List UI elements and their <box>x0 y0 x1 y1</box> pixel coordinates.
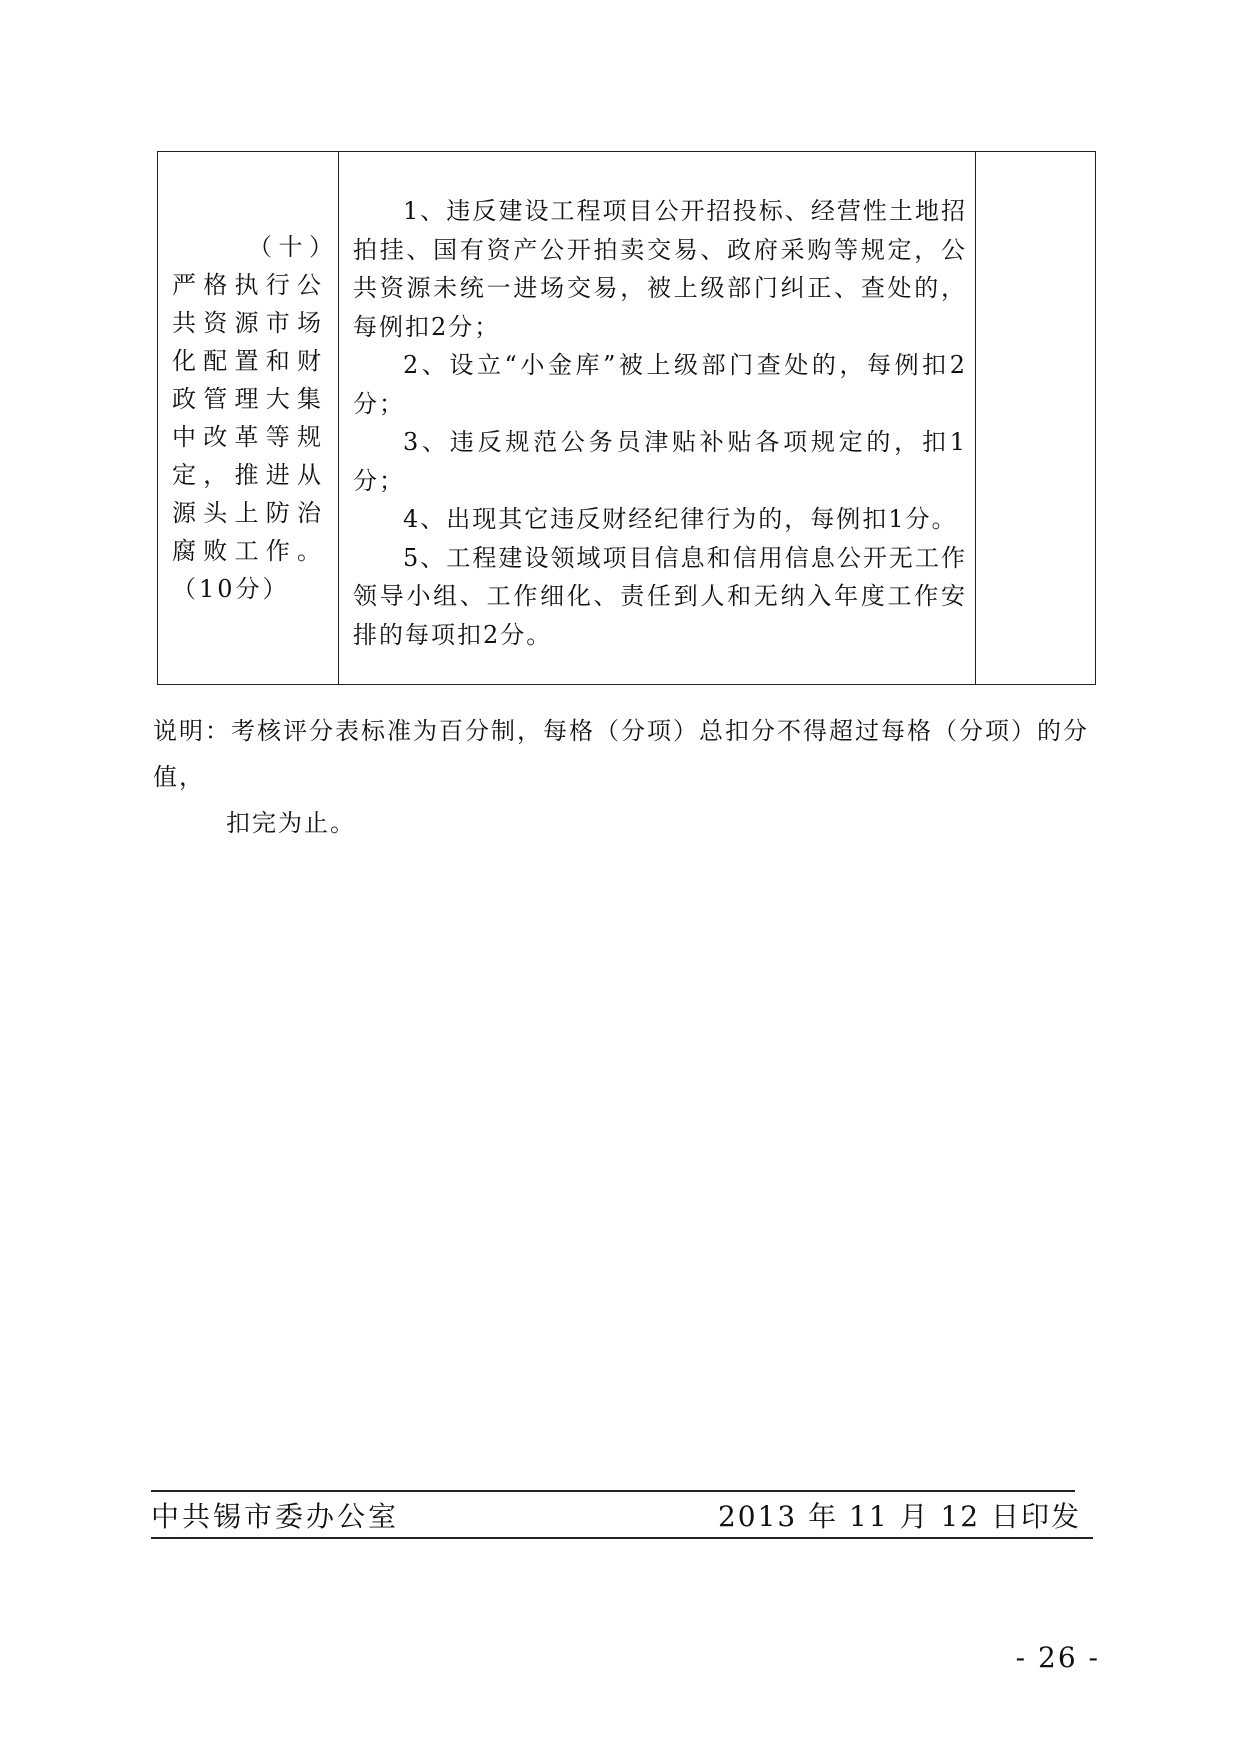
explanatory-note <box>153 708 1101 846</box>
publication-line <box>151 1497 1093 1539</box>
rules-cell <box>339 152 976 685</box>
note-line-1: 说明：考核评分表标准为百分制，每格（分项）总扣分不得超过每格（分项）的分值， <box>153 717 1089 791</box>
note-line-2: 扣完为止。 <box>226 809 356 837</box>
footer-top-rule <box>151 1490 1075 1492</box>
table-row <box>158 152 1096 685</box>
rule-item-4: 4、出现其它违反财经纪律行为的，每例扣1分。 <box>403 505 958 533</box>
category-cell <box>158 152 339 685</box>
rule-item-5: 5、工程建设领域项目信息和信用信息公开无工作领导小组、工作细化、责任到人和无纳入年度工作安排的每项扣2分。 <box>353 543 967 649</box>
rules-list <box>339 152 975 684</box>
scoring-table <box>157 151 1096 685</box>
score-cell <box>976 152 1096 685</box>
publish-date: 2013 年 11 月 12 日印发 <box>717 1500 1081 1533</box>
category-text: （十）严格执行公共资源市场化配置和财政管理大集中改革等规定，推进从源头上防治腐败工作。（10分） <box>172 233 324 603</box>
rule-item-3: 3、违反规范公务员津贴补贴各项规定的，扣1分； <box>353 428 967 495</box>
page-number: - 26 - <box>1015 1641 1100 1674</box>
rule-item-2: 2、设立“小金库”被上级部门查处的，每例扣2分； <box>353 351 967 418</box>
issuing-organization: 中共锡市委办公室 <box>151 1500 400 1533</box>
rule-item-1: 1、违反建设工程项目公开招投标、经营性土地招拍挂、国有资产公开拍卖交易、政府采购等规定，公共资源未统一进场交易，被上级部门纠正、查处的，每例扣2分； <box>353 197 967 341</box>
